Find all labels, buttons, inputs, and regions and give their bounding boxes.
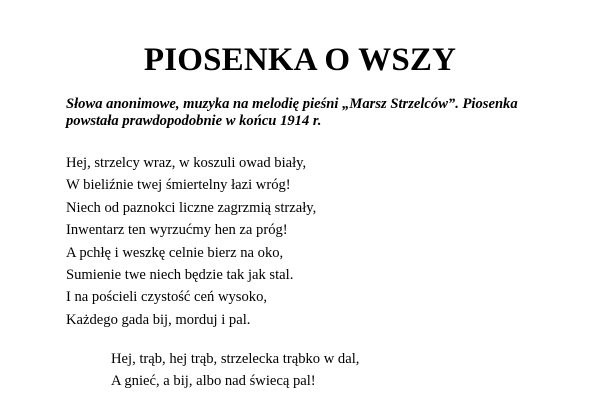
attribution-line: Słowa anonimowe, muzyka na melodię pieśni „Marsz Strzelców”. Piosenka (66, 96, 518, 112)
chorus-line: A gnieć, a bij, albo nad świecą pal! (111, 373, 316, 390)
verse-line: W bieliźnie twej śmiertelny łazi wróg! (66, 177, 291, 194)
verse-line: I na pościeli czystość ceń wysoko, (66, 289, 268, 306)
verse-line: Hej, strzelcy wraz, w koszuli owad biały, (66, 155, 307, 171)
verse-line: Niech od paznokci liczne zagrzmią strzały, (66, 199, 317, 216)
verse-line: Sumienie twe niech będzie tak jak stal. (66, 266, 294, 283)
song-title: PIOSENKA O WSZY (143, 42, 457, 78)
song-attribution (66, 96, 566, 130)
attribution-line: powstała prawdopodobnie w końcu 1914 r. (66, 113, 322, 129)
verse-stanza (66, 152, 316, 331)
verse-line: Każdego gada bij, morduj i pal. (66, 311, 251, 328)
chorus-stanza (111, 348, 359, 393)
chorus-line: Hej, trąb, hej trąb, strzelecka trąbko w dal, (111, 351, 360, 367)
verse-line: A pchłę i weszkę celnie bierz na oko, (66, 244, 284, 261)
verse-line: Inwentarz ten wyrzućmy hen za próg! (66, 222, 288, 239)
